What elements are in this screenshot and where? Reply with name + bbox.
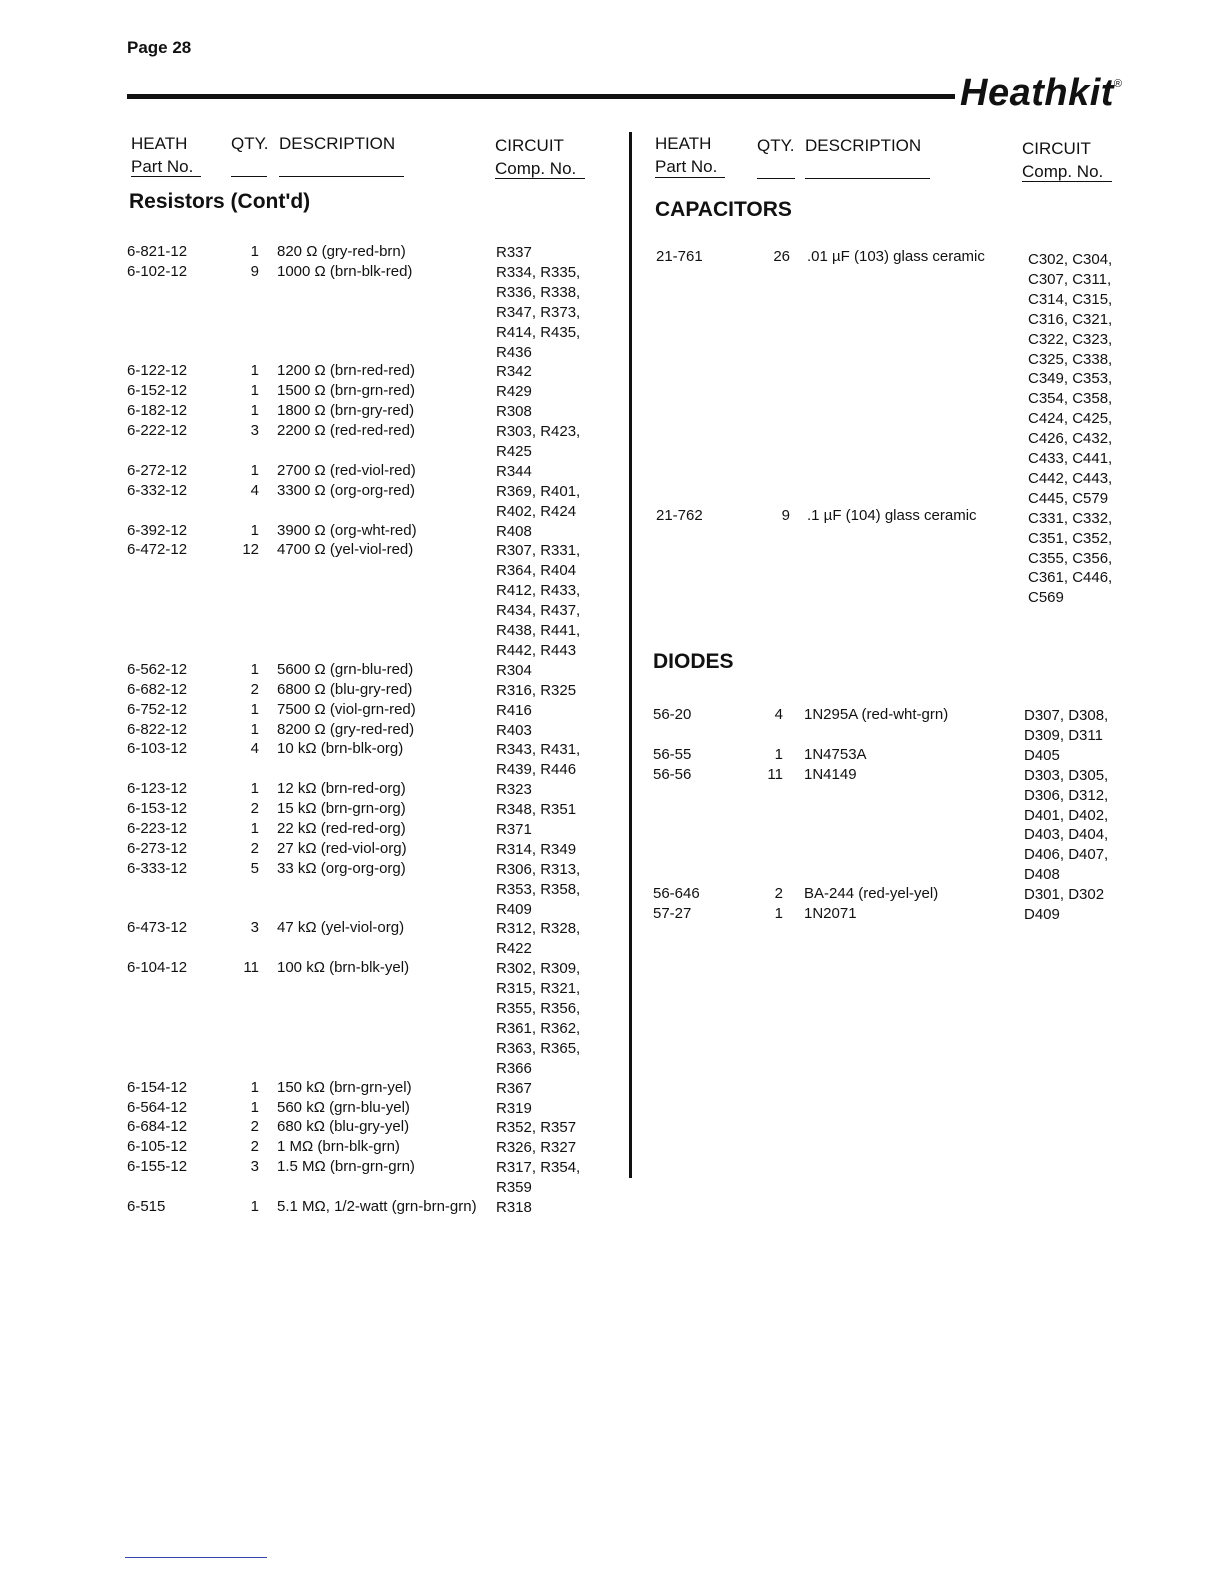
part-number: 6-222-12 [127, 422, 188, 440]
circuit-line: C325, C338, [1028, 350, 1113, 368]
circuit-line: D303, D305, [1024, 766, 1109, 784]
resistor-row [127, 740, 597, 780]
circuit-line: R361, R362, [496, 1019, 581, 1037]
circuit-line: R314, R349 [496, 840, 577, 858]
circuit-line: C445, C579 [1028, 489, 1109, 507]
resistor-row [127, 780, 597, 800]
circuit-numbers [496, 522, 532, 542]
description: 5600 Ω (grn-blu-red) [277, 660, 414, 678]
quantity: 11 [243, 959, 259, 977]
diode-row [653, 905, 1123, 925]
resistor-row [127, 402, 597, 422]
description: 560 kΩ (grn-blu-yel) [277, 1098, 410, 1116]
description: 4700 Ω (yel-viol-red) [277, 541, 414, 559]
resistor-row [127, 382, 597, 402]
description: 1N4753A [804, 745, 867, 763]
resistor-row [127, 840, 597, 860]
description: .01 µF (103) glass ceramic [807, 248, 985, 265]
circuit-numbers [496, 860, 580, 920]
resistor-row [127, 1198, 597, 1218]
circuit-line: D406, D407, [1024, 846, 1109, 864]
header-underline [495, 178, 585, 179]
header-underline [757, 178, 795, 179]
quantity: 2 [250, 680, 259, 698]
description: 1N2071 [804, 904, 857, 922]
circuit-line: D409 [1024, 905, 1060, 923]
quantity: 1 [250, 1078, 259, 1096]
resistor-row [127, 1118, 597, 1138]
part-number: 6-562-12 [127, 660, 188, 678]
circuit-line: C322, C323, [1028, 330, 1113, 348]
circuit-line: R355, R356, [496, 1000, 581, 1018]
description: 5.1 MΩ, 1/2-watt (grn-brn-grn) [277, 1197, 477, 1215]
circuit-line: R316, R325 [496, 681, 577, 699]
circuit-line: R438, R441, [496, 622, 581, 640]
quantity: 1 [250, 660, 259, 678]
part-number: 6-273-12 [127, 839, 188, 857]
circuit-line: D401, D402, [1024, 806, 1109, 824]
circuit-line: R408 [496, 522, 532, 540]
circuit-line: R342 [496, 363, 532, 381]
diode-row [653, 746, 1123, 766]
description: 1500 Ω (brn-grn-red) [277, 382, 415, 400]
circuit-line: R352, R357 [496, 1119, 577, 1137]
quantity: 2 [250, 1138, 259, 1156]
part-number: 6-104-12 [127, 959, 188, 977]
circuit-line: R416 [496, 701, 532, 719]
part-number: 6-103-12 [127, 740, 188, 758]
circuit-line: C361, C446, [1028, 569, 1113, 587]
circuit-line: R323 [496, 781, 532, 799]
circuit-line: D306, D312, [1024, 786, 1109, 804]
circuit-line: R302, R309, [496, 960, 581, 978]
quantity: 1 [250, 700, 259, 718]
quantity: 1 [250, 362, 259, 380]
circuit-line: R306, R313, [496, 860, 581, 878]
circuit-line: R429 [496, 383, 532, 401]
circuit-line: R412, R433, [496, 582, 581, 600]
circuit-numbers [496, 701, 532, 721]
circuit-numbers [496, 919, 580, 959]
quantity: 3 [250, 1158, 259, 1176]
section-title-capacitors: CAPACITORS [655, 198, 792, 221]
circuit-line: C331, C332, [1028, 509, 1113, 527]
quantity: 2 [250, 839, 259, 857]
circuit-numbers [496, 740, 580, 780]
circuit-line: R434, R437, [496, 602, 581, 620]
resistor-row [127, 701, 597, 721]
circuit-line: C424, C425, [1028, 410, 1113, 428]
part-number: 6-821-12 [127, 243, 188, 260]
quantity: 4 [250, 740, 259, 758]
quantity: 9 [781, 506, 790, 524]
resistor-row [127, 919, 597, 959]
header-underline [655, 177, 725, 178]
description: 47 kΩ (yel-viol-org) [277, 919, 405, 937]
circuit-line: R347, R373, [496, 303, 581, 321]
quantity: 3 [250, 422, 259, 440]
brand-name: Heathkit [960, 72, 1114, 114]
resistor-row [127, 522, 597, 542]
circuit-line: C433, C441, [1028, 450, 1113, 468]
section-title-diodes: DIODES [653, 650, 734, 673]
quantity: 1 [250, 720, 259, 738]
resistor-row [127, 422, 597, 462]
header-underline [805, 178, 930, 179]
quantity: 1 [250, 521, 259, 539]
circuit-line: R359 [496, 1179, 532, 1197]
circuit-line: R344 [496, 462, 532, 480]
resistor-row [127, 1138, 597, 1158]
header-underline [1022, 181, 1112, 182]
quantity: 2 [250, 800, 259, 818]
header-qty: QTY. [231, 134, 269, 153]
header-rule [127, 94, 955, 99]
circuit-numbers [1024, 766, 1108, 885]
circuit-line: R319 [496, 1099, 532, 1117]
circuit-line: R334, R335, [496, 263, 581, 281]
quantity: 1 [774, 904, 783, 922]
header-qty: QTY. [757, 136, 795, 155]
circuit-numbers [496, 382, 532, 402]
header-underline [279, 176, 404, 177]
description: 7500 Ω (viol-grn-red) [277, 700, 416, 718]
part-number: 6-515 [127, 1197, 166, 1215]
circuit-line: D403, D404, [1024, 826, 1109, 844]
quantity: 1 [250, 1098, 259, 1116]
circuit-line: R436 [496, 343, 532, 361]
capacitor-table [656, 248, 1126, 606]
part-number: 6-272-12 [127, 461, 188, 479]
circuit-numbers [496, 959, 580, 1078]
circuit-line: R422 [496, 940, 532, 958]
description: 150 kΩ (brn-grn-yel) [277, 1078, 412, 1096]
circuit-line: R371 [496, 820, 532, 838]
description: 10 kΩ (brn-blk-org) [277, 740, 404, 758]
quantity: 1 [250, 382, 259, 400]
circuit-numbers [496, 780, 532, 800]
resistor-row [127, 362, 597, 382]
circuit-numbers [1024, 905, 1060, 925]
resistor-row [127, 1079, 597, 1099]
header-underline [231, 176, 267, 177]
circuit-line: C355, C356, [1028, 549, 1113, 567]
circuit-numbers [496, 1158, 580, 1198]
resistor-table [127, 243, 597, 1218]
circuit-line: R403 [496, 721, 532, 739]
circuit-line: R304 [496, 661, 532, 679]
circuit-line: C426, C432, [1028, 430, 1113, 448]
resistor-row [127, 1158, 597, 1198]
quantity: 4 [250, 481, 259, 499]
circuit-line: C442, C443, [1028, 469, 1113, 487]
circuit-line: C354, C358, [1028, 390, 1113, 408]
part-number: 6-105-12 [127, 1138, 188, 1156]
header-circuit: CIRCUIT Comp. No. [1022, 139, 1104, 181]
quantity: 9 [250, 262, 259, 280]
circuit-numbers [496, 482, 580, 522]
resistor-row [127, 243, 597, 263]
part-number: 6-564-12 [127, 1098, 188, 1116]
diode-row [653, 766, 1123, 885]
quantity: 26 [773, 248, 790, 265]
description: 1.5 MΩ (brn-grn-grn) [277, 1158, 415, 1176]
circuit-line: R363, R365, [496, 1039, 581, 1057]
quantity: 1 [250, 819, 259, 837]
resistor-row [127, 541, 597, 660]
circuit-line: R442, R443 [496, 641, 577, 659]
circuit-numbers [1028, 509, 1112, 609]
quantity: 2 [774, 885, 783, 903]
circuit-numbers [496, 661, 532, 681]
description: 22 kΩ (red-red-org) [277, 819, 406, 837]
header-part-no: HEATH Part No. [655, 134, 718, 176]
description: 1200 Ω (brn-red-red) [277, 362, 415, 380]
circuit-numbers [496, 541, 580, 660]
circuit-numbers [496, 462, 532, 482]
circuit-line: R353, R358, [496, 880, 581, 898]
description: 15 kΩ (brn-grn-org) [277, 800, 406, 818]
header-underline [131, 176, 201, 177]
circuit-line: D408 [1024, 866, 1060, 884]
circuit-line: R409 [496, 900, 532, 918]
part-number: 56-20 [653, 706, 692, 723]
circuit-numbers [496, 402, 532, 422]
circuit-line: C302, C304, [1028, 251, 1113, 268]
description: 1 MΩ (brn-blk-grn) [277, 1138, 400, 1156]
quantity: 3 [250, 919, 259, 937]
column-divider [629, 132, 632, 1178]
circuit-line: R308 [496, 403, 532, 421]
description: 2700 Ω (red-viol-red) [277, 461, 416, 479]
description: 8200 Ω (gry-red-red) [277, 720, 415, 738]
circuit-numbers [496, 820, 532, 840]
part-number: 6-332-12 [127, 481, 188, 499]
footer-rule [125, 1557, 267, 1558]
description: 820 Ω (gry-red-brn) [277, 243, 406, 260]
circuit-line: R317, R354, [496, 1159, 581, 1177]
resistor-row [127, 959, 597, 1078]
part-number: 21-761 [656, 248, 703, 265]
header-circuit: CIRCUIT Comp. No. [495, 136, 577, 178]
diode-row [653, 885, 1123, 905]
circuit-line: R425 [496, 442, 532, 460]
circuit-numbers [496, 681, 576, 701]
circuit-numbers [496, 1198, 532, 1218]
description: 1000 Ω (brn-blk-red) [277, 262, 413, 280]
description: 3300 Ω (org-org-red) [277, 481, 415, 499]
circuit-line: D309, D311 [1024, 726, 1103, 744]
part-number: 6-473-12 [127, 919, 188, 937]
header-description: DESCRIPTION [805, 136, 922, 155]
part-number: 6-392-12 [127, 521, 188, 539]
part-number: 6-752-12 [127, 700, 188, 718]
description: 33 kΩ (org-org-org) [277, 859, 406, 877]
resistor-row [127, 721, 597, 741]
circuit-numbers [1028, 250, 1112, 509]
description: 1800 Ω (brn-gry-red) [277, 402, 415, 420]
quantity: 5 [250, 859, 259, 877]
part-number: 21-762 [656, 506, 703, 524]
part-number: 56-646 [653, 885, 700, 903]
part-number: 56-55 [653, 745, 692, 763]
circuit-line: R303, R423, [496, 423, 581, 441]
circuit-line: R336, R338, [496, 283, 581, 301]
circuit-line: D307, D308, [1024, 707, 1109, 724]
description: .1 µF (104) glass ceramic [807, 506, 977, 524]
circuit-line: R402, R424 [496, 502, 577, 520]
capacitor-row [656, 248, 1126, 507]
brand-logo [960, 72, 1123, 115]
part-number: 6-123-12 [127, 780, 188, 798]
resistor-row [127, 681, 597, 701]
part-number: 57-27 [653, 904, 692, 922]
circuit-numbers [496, 422, 580, 462]
circuit-line: R348, R351 [496, 801, 577, 819]
part-number: 6-223-12 [127, 819, 188, 837]
part-number: 6-472-12 [127, 541, 188, 559]
circuit-line: R312, R328, [496, 920, 581, 938]
part-number: 6-154-12 [127, 1078, 188, 1096]
description: 12 kΩ (brn-red-org) [277, 780, 406, 798]
part-number: 6-155-12 [127, 1158, 188, 1176]
description: 3900 Ω (org-wht-red) [277, 521, 417, 539]
description: BA-244 (red-yel-yel) [804, 885, 939, 903]
circuit-line: R343, R431, [496, 741, 581, 759]
description: 680 kΩ (blu-gry-yel) [277, 1118, 410, 1136]
circuit-numbers [496, 840, 576, 860]
description: 27 kΩ (red-viol-org) [277, 839, 407, 857]
part-number: 6-102-12 [127, 262, 188, 280]
circuit-line: R326, R327 [496, 1139, 577, 1157]
part-number: 6-682-12 [127, 680, 188, 698]
part-number: 6-333-12 [127, 859, 188, 877]
circuit-line: R318 [496, 1198, 532, 1216]
part-number: 6-822-12 [127, 720, 188, 738]
circuit-numbers [496, 1099, 532, 1119]
circuit-numbers [1024, 885, 1104, 905]
resistor-row [127, 263, 597, 363]
quantity: 1 [250, 402, 259, 420]
description: 100 kΩ (brn-blk-yel) [277, 959, 410, 977]
quantity: 1 [250, 780, 259, 798]
circuit-numbers [496, 1118, 576, 1138]
circuit-line: D405 [1024, 746, 1060, 764]
description: 2200 Ω (red-red-red) [277, 422, 415, 440]
resistor-row [127, 482, 597, 522]
quantity: 11 [767, 765, 783, 783]
circuit-line: R364, R404 [496, 562, 577, 580]
quantity: 4 [774, 706, 783, 723]
part-number: 6-684-12 [127, 1118, 188, 1136]
circuit-numbers [1024, 746, 1060, 766]
part-number: 6-122-12 [127, 362, 188, 380]
quantity: 2 [250, 1118, 259, 1136]
resistor-row [127, 800, 597, 820]
circuit-numbers [496, 721, 532, 741]
registered-mark: ® [1113, 78, 1123, 90]
description: 6800 Ω (blu-gry-red) [277, 680, 413, 698]
part-number: 56-56 [653, 765, 692, 783]
header-part-no: HEATH Part No. [131, 134, 194, 176]
resistor-row [127, 462, 597, 482]
circuit-line: R315, R321, [496, 980, 581, 998]
capacitor-row [656, 507, 1126, 607]
part-number: 6-182-12 [127, 402, 188, 420]
quantity: 1 [774, 745, 783, 763]
circuit-line: R337 [496, 244, 532, 261]
resistor-row [127, 820, 597, 840]
diode-table [653, 706, 1123, 925]
circuit-numbers [496, 263, 580, 363]
page-number: Page 28 [127, 38, 192, 57]
quantity: 12 [242, 541, 259, 559]
description: 1N4149 [804, 765, 857, 783]
circuit-line: C349, C353, [1028, 370, 1113, 388]
circuit-line: C316, C321, [1028, 310, 1113, 328]
circuit-line: C569 [1028, 589, 1064, 607]
circuit-numbers [496, 243, 532, 263]
circuit-line: R366 [496, 1059, 532, 1077]
header-description: DESCRIPTION [279, 134, 396, 153]
diode-row [653, 706, 1123, 746]
resistor-row [127, 1099, 597, 1119]
resistor-row [127, 661, 597, 681]
circuit-line: R369, R401, [496, 482, 581, 500]
resistor-row [127, 860, 597, 920]
circuit-numbers [496, 800, 576, 820]
circuit-line: C314, C315, [1028, 290, 1113, 308]
circuit-line: C307, C311, [1028, 270, 1112, 288]
quantity: 1 [250, 461, 259, 479]
part-number: 6-153-12 [127, 800, 188, 818]
circuit-line: R307, R331, [496, 542, 581, 560]
part-number: 6-152-12 [127, 382, 188, 400]
circuit-numbers [1024, 706, 1108, 746]
circuit-line: R439, R446 [496, 761, 577, 779]
circuit-line: C351, C352, [1028, 529, 1113, 547]
section-title-resistors: Resistors (Cont'd) [129, 190, 311, 213]
circuit-line: D301, D302 [1024, 886, 1105, 904]
description: 1N295A (red-wht-grn) [804, 706, 949, 723]
circuit-line: R414, R435, [496, 323, 581, 341]
circuit-numbers [496, 1079, 532, 1099]
circuit-numbers [496, 362, 532, 382]
quantity: 1 [250, 243, 259, 260]
quantity: 1 [250, 1197, 259, 1215]
circuit-line: R367 [496, 1079, 532, 1097]
circuit-numbers [496, 1138, 576, 1158]
